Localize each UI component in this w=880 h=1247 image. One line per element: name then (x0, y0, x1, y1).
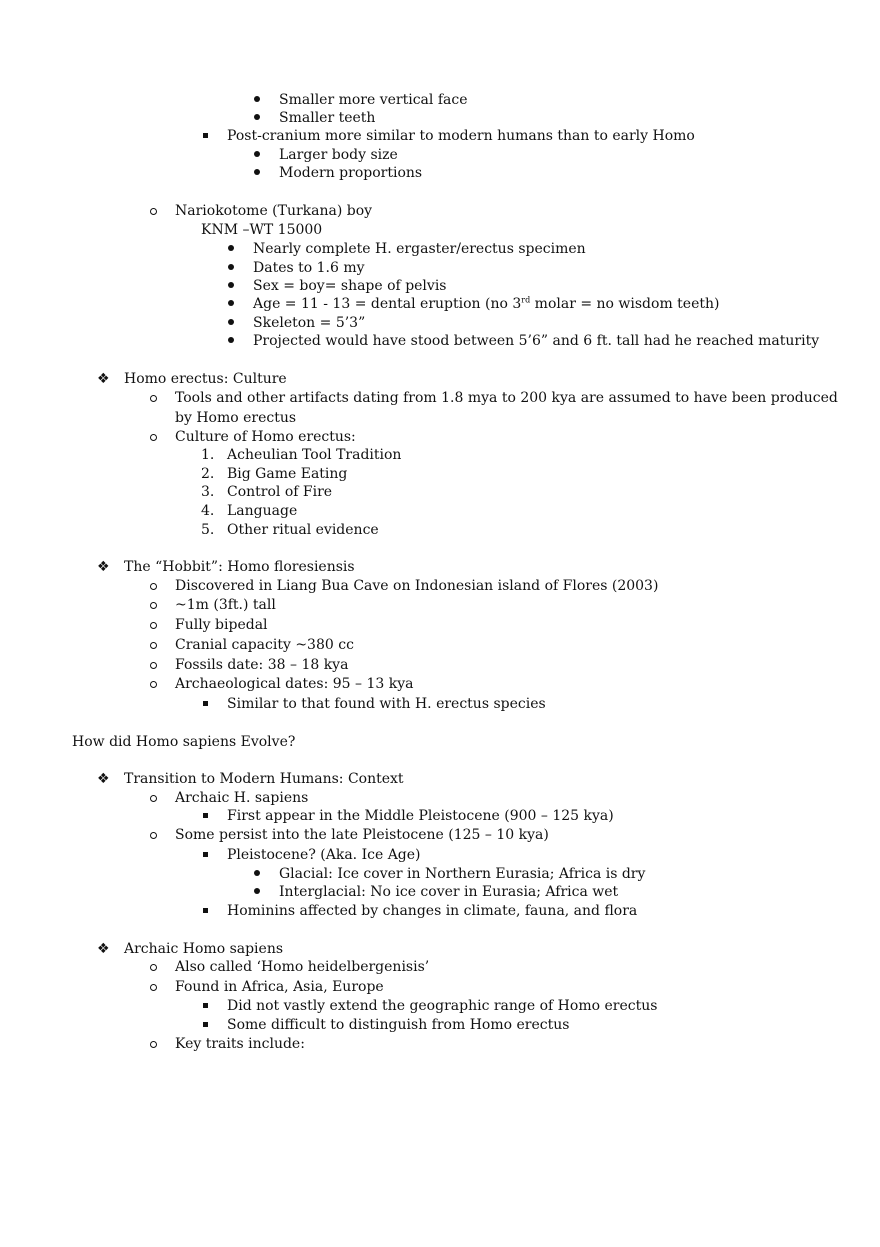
bullet-square (203, 1003, 208, 1008)
list-item: Sex = boy= shape of pelvis (253, 278, 447, 294)
age-text: Age = 11 - 13 = dental eruption (no 3 (253, 296, 522, 312)
list-item: Discovered in Liang Bua Cave on Indonesian island of Flores (2003) (175, 578, 659, 594)
bullet-circle (150, 395, 157, 402)
list-item: Fully bipedal (175, 617, 268, 633)
diamond-bullet-icon: ❖ (97, 941, 110, 957)
list-item: Post-cranium more similar to modern humans than to early Homo (227, 128, 695, 144)
bullet-circle (150, 1041, 157, 1048)
section-heading: Archaic Homo sapiens (124, 941, 284, 957)
list-item: Pleistocene? (Aka. Ice Age) (227, 847, 421, 863)
bullet-dot (228, 264, 234, 270)
list-item-continued: by Homo erectus (175, 410, 297, 426)
list-item-age (253, 295, 719, 313)
list-number: 3. (201, 484, 215, 500)
list-number: 2. (201, 466, 215, 482)
list-item: Key traits include: (175, 1036, 305, 1052)
bullet-dot (254, 151, 260, 157)
section-item: Nariokotome (Turkana) boy (175, 203, 373, 219)
bullet-circle (150, 795, 157, 802)
list-item: Dates to 1.6 my (253, 260, 365, 276)
list-item: Modern proportions (279, 165, 423, 181)
bullet-circle (150, 832, 157, 839)
bullet-circle (150, 964, 157, 971)
list-item: Language (227, 503, 298, 519)
bullet-dot (228, 300, 234, 306)
bullet-dot (254, 169, 260, 175)
diamond-bullet-icon: ❖ (97, 771, 110, 787)
list-item: Hominins affected by changes in climate, fauna, and flora (227, 903, 638, 919)
bullet-square (203, 908, 208, 913)
list-item: Acheulian Tool Tradition (227, 447, 402, 463)
list-item: Interglacial: No ice cover in Eurasia; Africa wet (279, 884, 619, 900)
list-item: Cranial capacity ~380 cc (175, 637, 354, 653)
list-number: 5. (201, 522, 215, 538)
list-item: Fossils date: 38 – 18 kya (175, 657, 349, 673)
list-item: Some persist into the late Pleistocene (125 – 10 kya) (175, 827, 549, 843)
diamond-bullet-icon: ❖ (97, 371, 110, 387)
list-item: Glacial: Ice cover in Northern Eurasia; Africa is dry (279, 866, 646, 882)
bullet-circle (150, 622, 157, 629)
bullet-circle (150, 662, 157, 669)
bullet-circle (150, 984, 157, 991)
list-item: Skeleton = 5’3” (253, 315, 366, 331)
list-number: 1. (201, 447, 215, 463)
list-item: Culture of Homo erectus: (175, 429, 356, 445)
list-item: Archaeological dates: 95 – 13 kya (175, 676, 414, 692)
bullet-circle (150, 602, 157, 609)
age-text-end: molar = no wisdom teeth) (530, 296, 720, 312)
bullet-dot (228, 319, 234, 325)
list-item: Archaic H. sapiens (175, 790, 309, 806)
bullet-dot (254, 114, 260, 120)
bullet-dot (254, 888, 260, 894)
list-item: Smaller teeth (279, 110, 376, 126)
age-superscript: rd (521, 295, 531, 305)
list-number: 4. (201, 503, 215, 519)
section-heading: The “Hobbit”: Homo floresiensis (124, 559, 355, 575)
list-item: Control of Fire (227, 484, 333, 500)
list-item: Found in Africa, Asia, Europe (175, 979, 384, 995)
bullet-square (203, 133, 208, 138)
bullet-dot (254, 870, 260, 876)
bullet-dot (228, 282, 234, 288)
list-item: Big Game Eating (227, 466, 348, 482)
list-item: First appear in the Middle Pleistocene (900 – 125 kya) (227, 808, 614, 824)
list-item: ~1m (3ft.) tall (175, 597, 276, 613)
page-heading: How did Homo sapiens Evolve? (72, 734, 296, 750)
section-heading: Transition to Modern Humans: Context (124, 771, 404, 787)
bullet-dot (228, 245, 234, 251)
list-item: Larger body size (279, 147, 398, 163)
list-item: Also called ‘Homo heidelbergenisis’ (175, 959, 430, 975)
section-heading: Homo erectus: Culture (124, 371, 287, 387)
bullet-square (203, 852, 208, 857)
list-item: Other ritual evidence (227, 522, 379, 538)
list-item: Nearly complete H. ergaster/erectus specimen (253, 241, 586, 257)
bullet-circle (150, 642, 157, 649)
bullet-square (203, 813, 208, 818)
list-item: Did not vastly extend the geographic range of Homo erectus (227, 998, 658, 1014)
bullet-circle (150, 681, 157, 688)
bullet-dot (228, 337, 234, 343)
diamond-bullet-icon: ❖ (97, 559, 110, 575)
bullet-dot (254, 96, 260, 102)
list-item: Similar to that found with H. erectus species (227, 696, 546, 712)
specimen-code: KNM –WT 15000 (201, 222, 323, 238)
list-item: Projected would have stood between 5’6” and 6 ft. tall had he reached maturity (253, 333, 820, 349)
bullet-circle (150, 583, 157, 590)
bullet-circle (150, 208, 157, 215)
bullet-square (203, 701, 208, 706)
list-item: Some difficult to distinguish from Homo erectus (227, 1017, 570, 1033)
bullet-square (203, 1022, 208, 1027)
list-item: Smaller more vertical face (279, 92, 468, 108)
bullet-circle (150, 434, 157, 441)
list-item: Tools and other artifacts dating from 1.8 mya to 200 kya are assumed to have been produced (175, 390, 838, 406)
